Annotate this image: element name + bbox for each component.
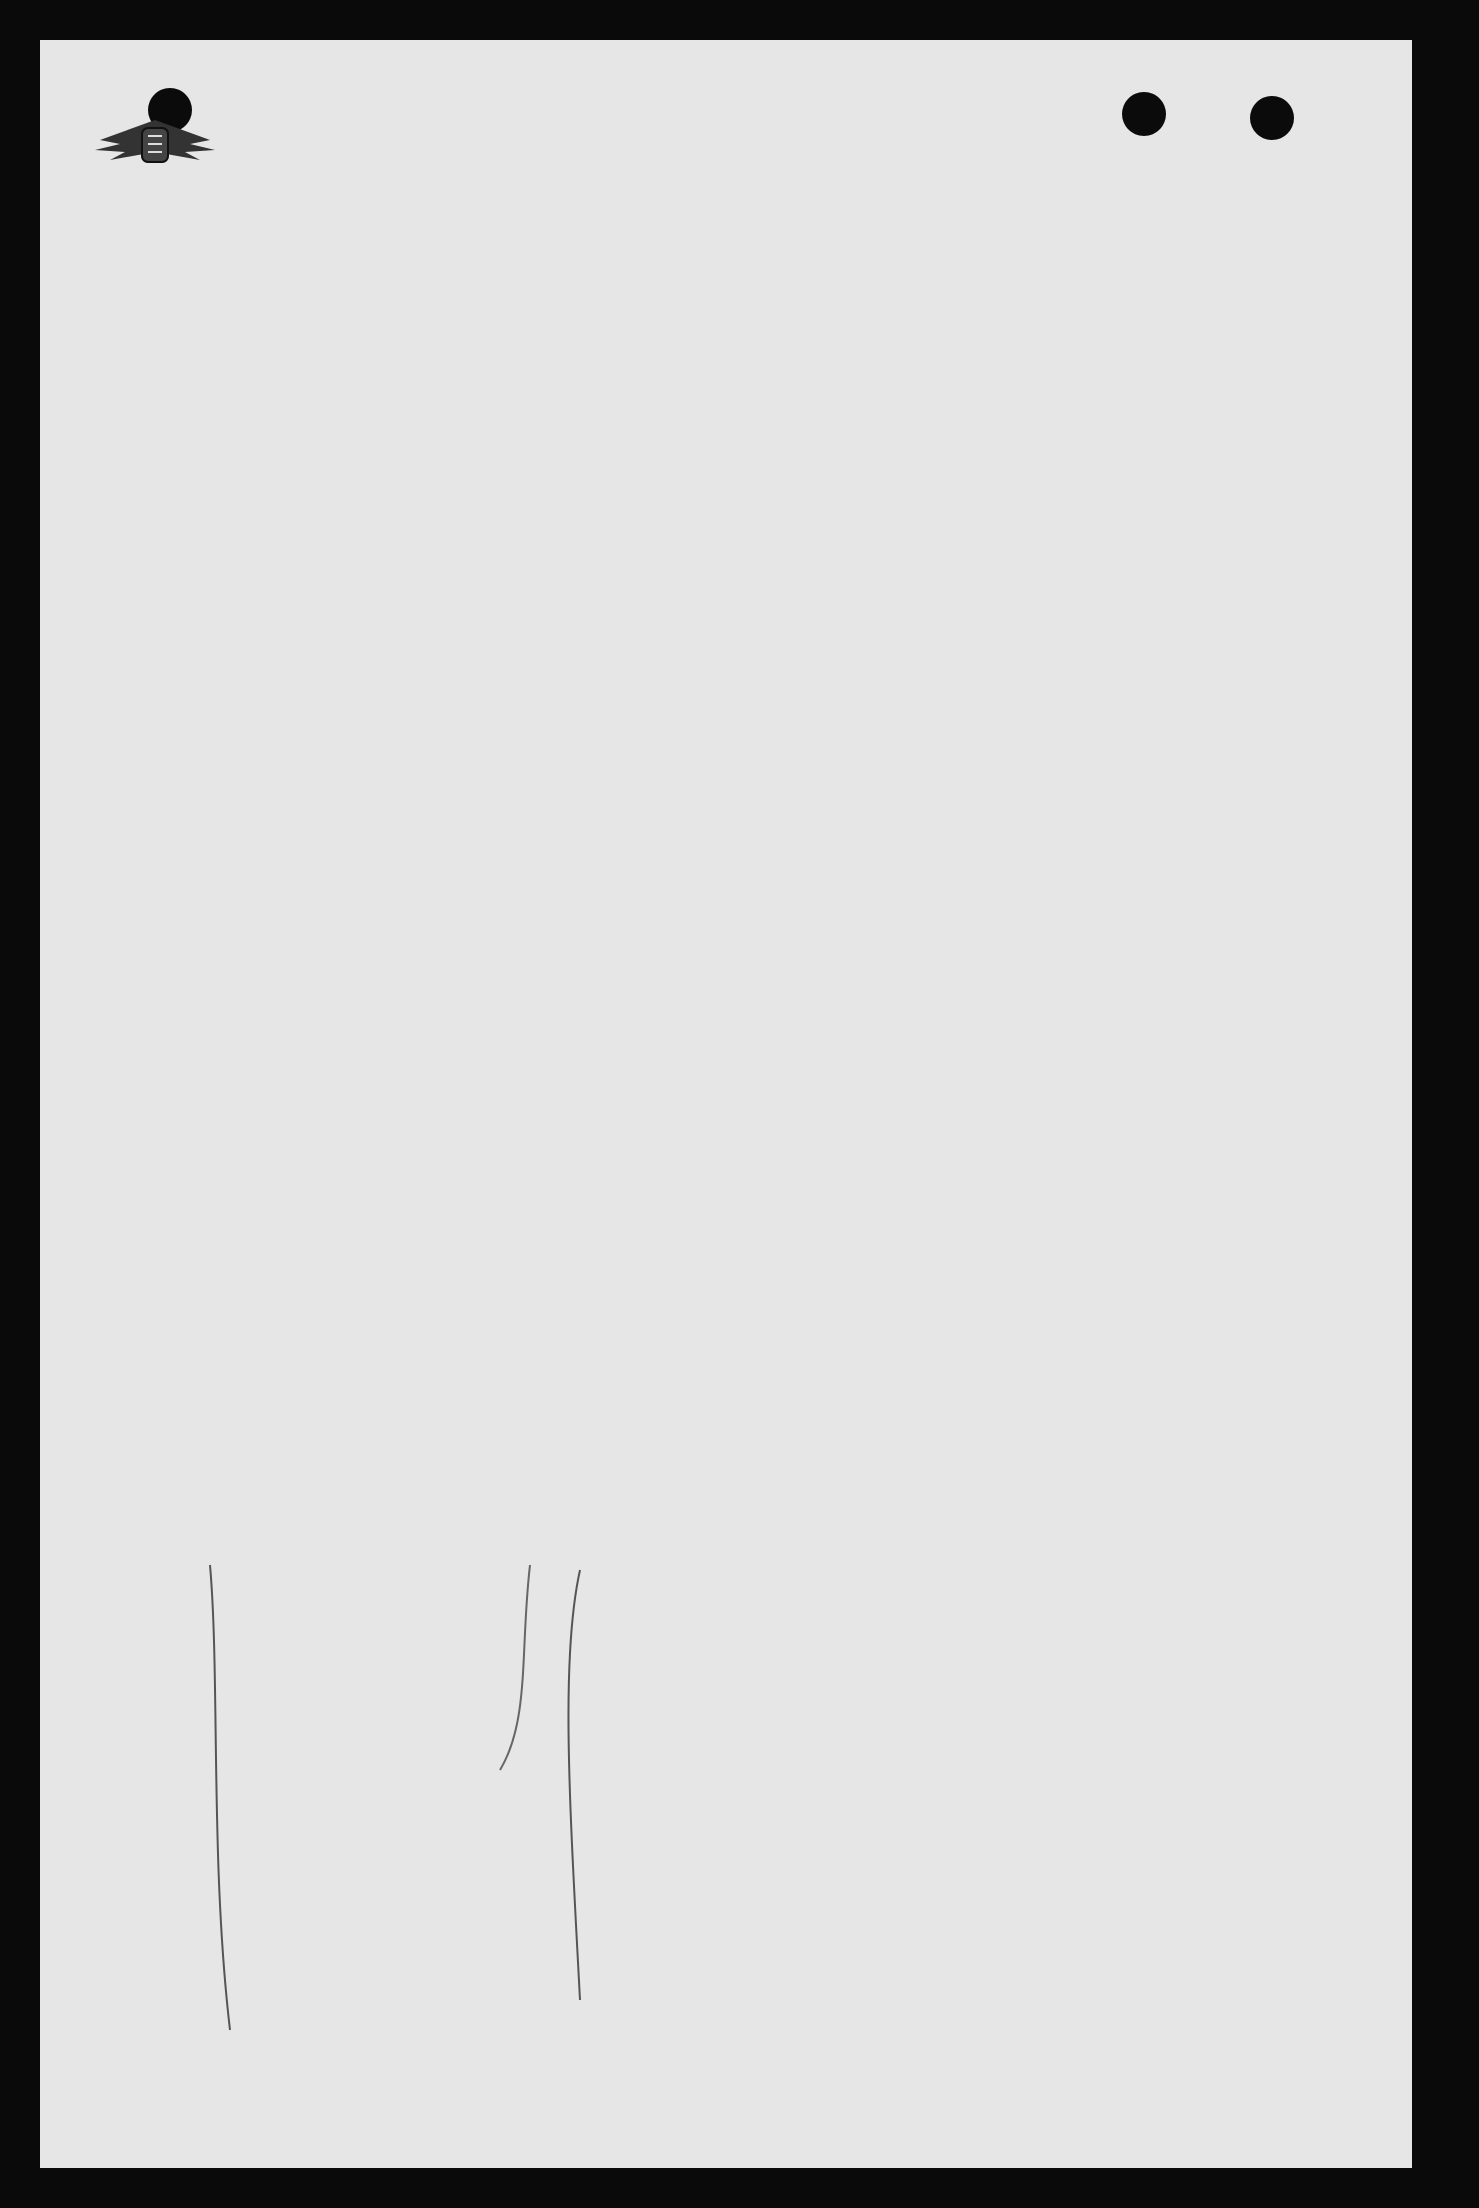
handwritten-stroke xyxy=(200,1560,620,2040)
manifest-sheet xyxy=(40,40,1412,2168)
